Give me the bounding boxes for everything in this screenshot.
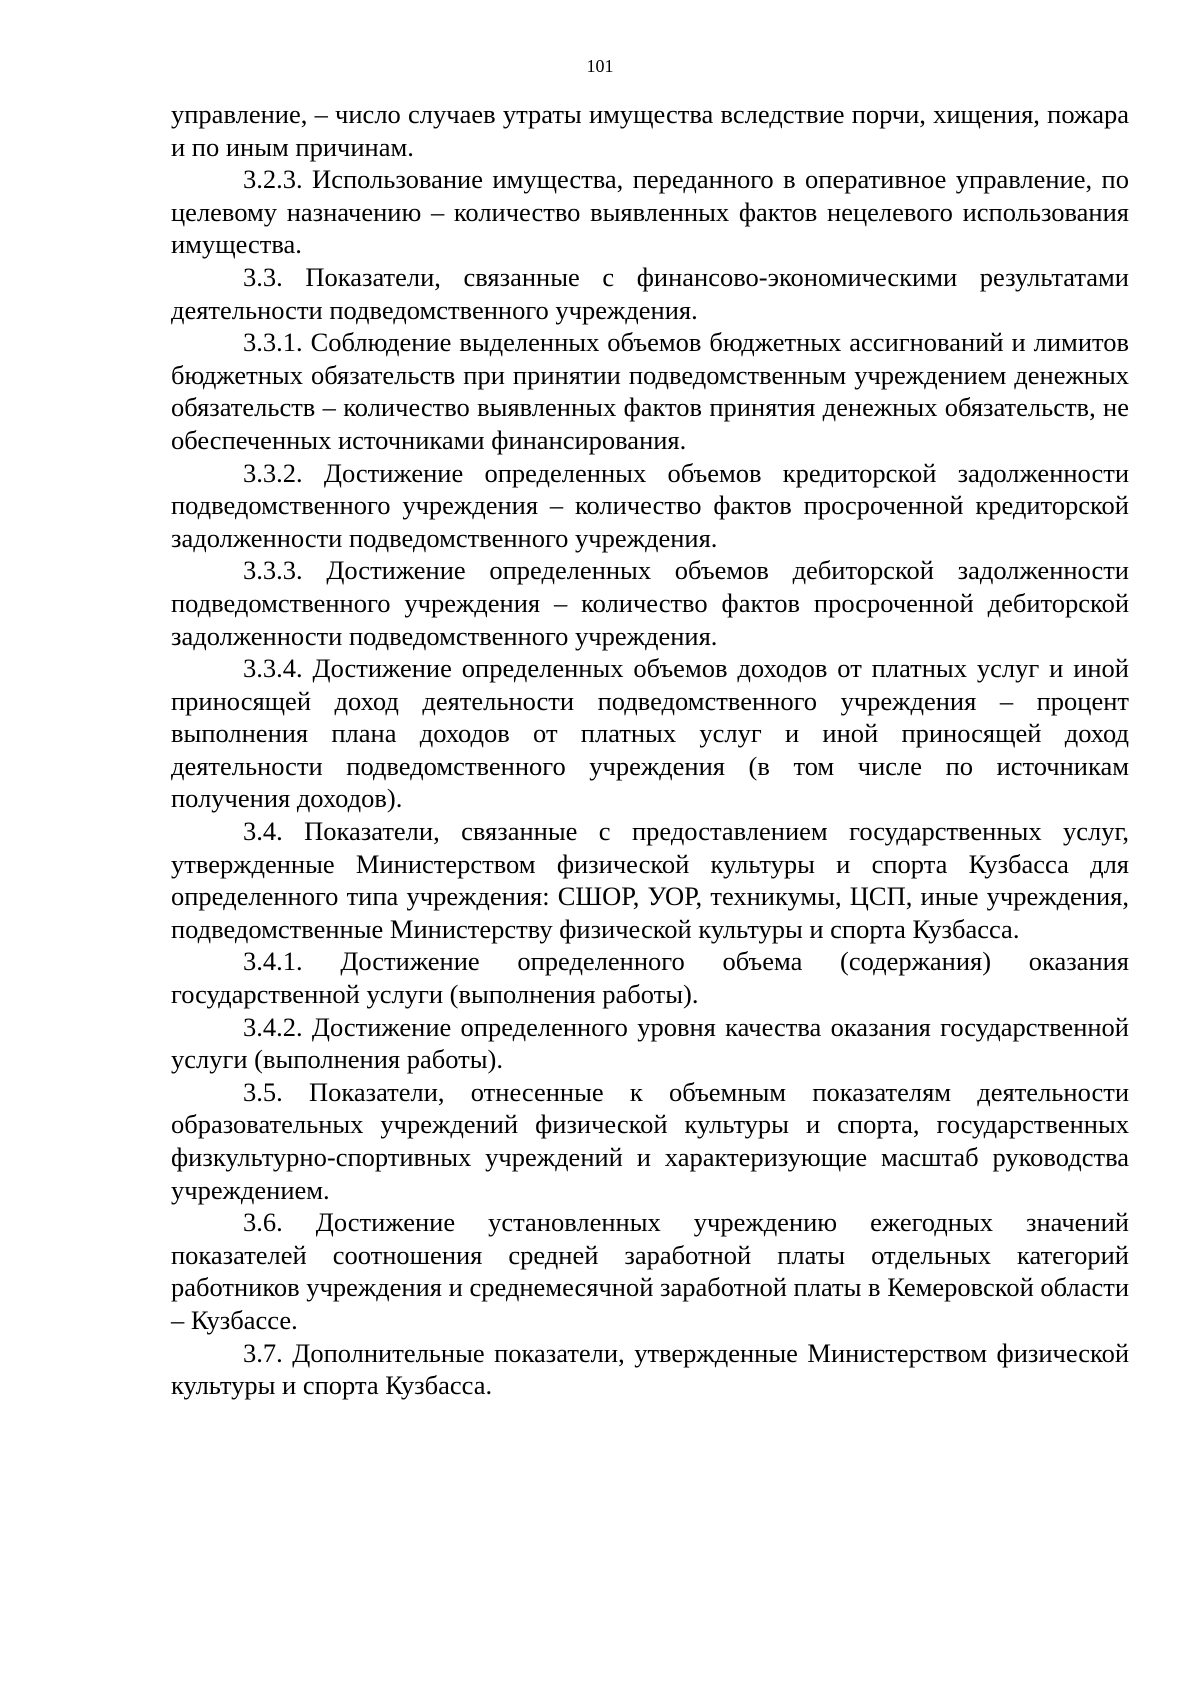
page-number: 101 [586, 56, 614, 76]
paragraph-3-5: 3.5. Показатели, отнесенные к объемным показателям деятельности образовательных учреждений физической культуры и спорта, государственных физкультурно-спортивных учреждений и характеризующие масштаб руководства учреждением. [171, 1076, 1129, 1205]
paragraph-3-6: 3.6. Достижение установленных учреждению ежегодных значений показателей соотношения средней заработной платы отдельных категорий работников учреждения и среднемесячной заработной платы в Кемеровской области – Кузбассе. [171, 1207, 1129, 1335]
paragraph-3-3-2: 3.3.2. Достижение определенных объемов кредиторской задолженности подведомственного учреждения – количество фактов просроченной кредиторской задолженности подведомственного учреждения. [171, 457, 1129, 553]
paragraph-3-3: 3.3. Показатели, связанные с финансово-экономическими результатами деятельности подведомственного учреждения. [171, 261, 1129, 325]
paragraph-3-2-3: 3.2.3. Использование имущества, переданного в оперативное управление, по целевому назначению – количество выявленных фактов нецелевого использования имущества. [171, 164, 1129, 260]
paragraph-3-4: 3.4. Показатели, связанные с предоставлением государственных услуг, утвержденные Министерством физической культуры и спорта Кузбасса для определенного типа учреждения: СШОР, УОР, техникумы, ЦСП, иные учреждения, подведомственные Министерству физической культуры и спорта Кузбасса. [171, 816, 1129, 944]
paragraph-3-4-2: 3.4.2. Достижение определенного уровня качества оказания государственной услуги (выполнения работы). [171, 1011, 1129, 1075]
paragraph-continuation: управление, – число случаев утраты имущества вследствие порчи, хищения, пожара и по иным причинам. [171, 99, 1129, 162]
paragraph-3-3-3: 3.3.3. Достижение определенных объемов дебиторской задолженности подведомственного учреждения – количество фактов просроченной дебиторской задолженности подведомственного учреждения. [171, 555, 1129, 651]
paragraph-3-3-1: 3.3.1. Соблюдение выделенных объемов бюджетных ассигнований и лимитов бюджетных обязательств при принятии подведомственным учреждением денежных обязательств – количество выявленных фактов принятия денежных обязательств, не обеспеченных источниками финансирования. [171, 327, 1129, 455]
document-body [171, 98, 1129, 1402]
paragraph-3-3-4: 3.3.4. Достижение определенных объемов доходов от платных услуг и иной приносящей доход деятельности подведомственного учреждения – процент выполнения плана доходов от платных услуг и иной приносящей доход деятельности подведомственного учреждения (в том числе по источникам получения доходов). [171, 653, 1129, 814]
paragraph-3-4-1: 3.4.1. Достижение определенного объема (содержания) оказания государственной услуги (выполнения работы). [171, 946, 1129, 1010]
paragraph-3-7: 3.7. Дополнительные показатели, утвержденные Министерством физической культуры и спорта Кузбасса. [171, 1337, 1129, 1401]
